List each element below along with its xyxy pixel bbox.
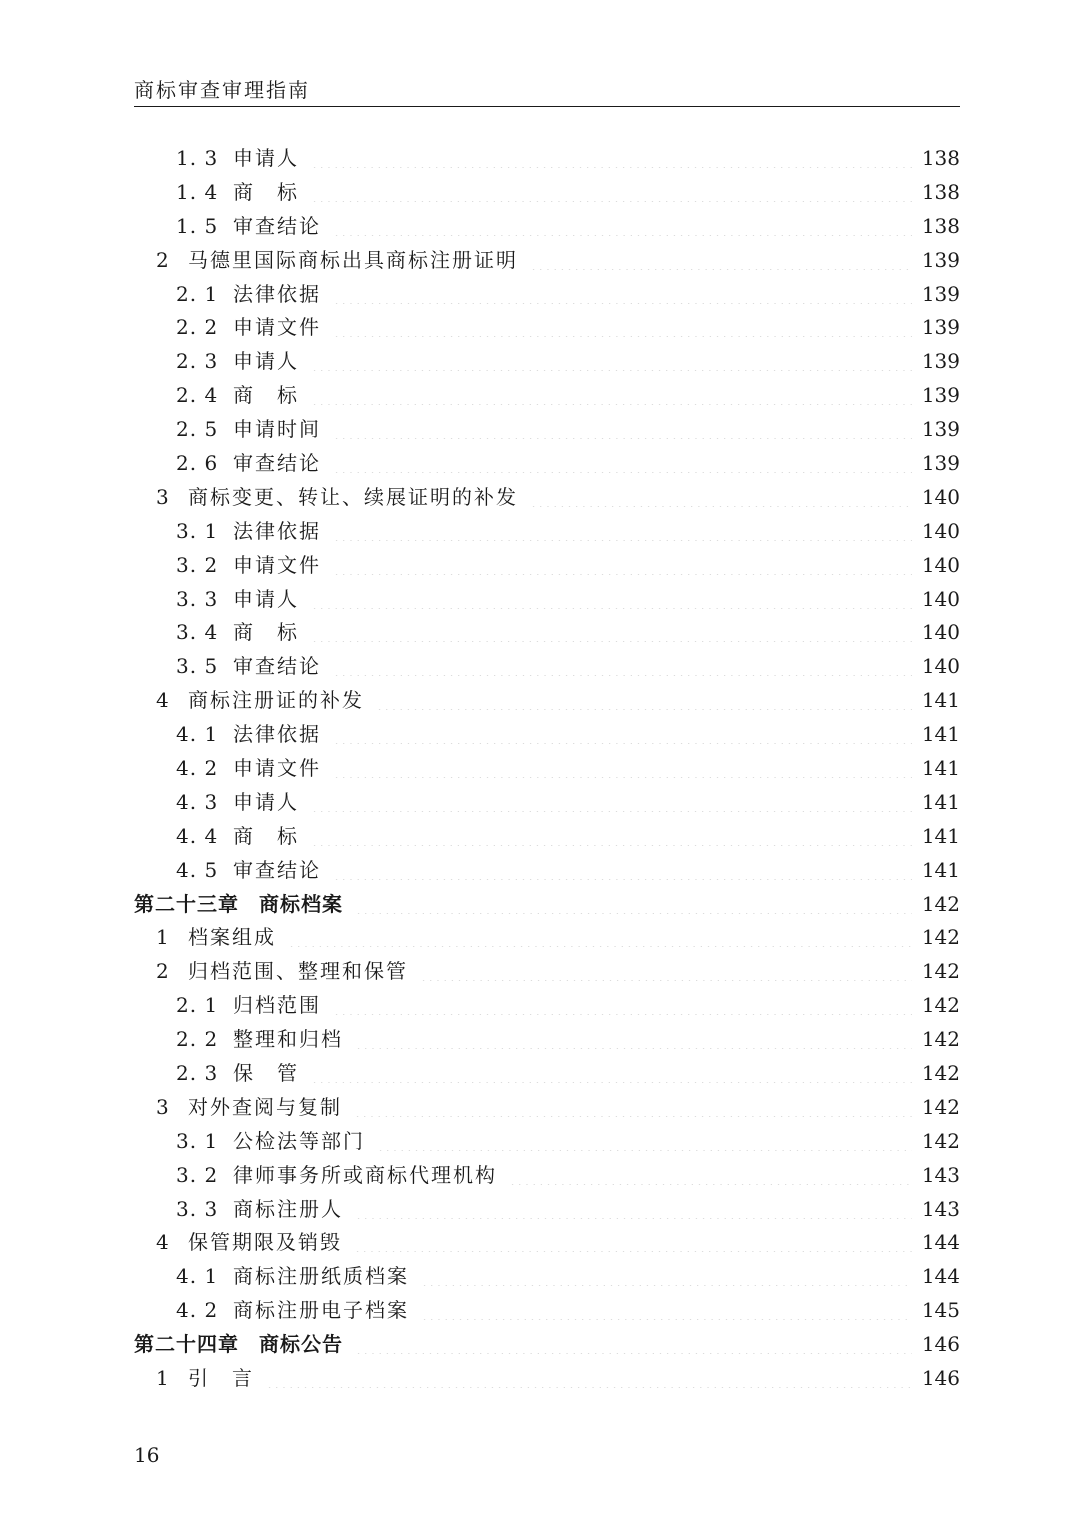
toc-entry-page: 138 — [921, 179, 960, 204]
dot-leader — [333, 656, 912, 676]
dot-leader — [333, 317, 912, 337]
toc-entry-number: 1. 5 — [176, 213, 219, 238]
toc-entry-title: 申请人 — [233, 789, 299, 814]
toc-entry-page: 142 — [921, 993, 960, 1018]
toc-entry[interactable] — [134, 412, 960, 446]
toc-entry[interactable] — [134, 717, 960, 751]
toc-entry-page: 140 — [921, 586, 960, 611]
toc-entry-number: 1 — [156, 1366, 169, 1390]
toc-entry-number: 4. 1 — [176, 722, 219, 747]
dot-leader — [355, 1029, 912, 1049]
toc-entry-number: 4. 2 — [176, 1298, 219, 1323]
toc-entry-page: 144 — [921, 1264, 960, 1289]
toc-entry[interactable] — [134, 277, 960, 311]
dot-leader — [354, 1232, 912, 1252]
toc-entry[interactable] — [134, 1293, 960, 1327]
toc-entry-title: 保 管 — [233, 1060, 299, 1085]
toc-entry-title: 申请文件 — [233, 755, 321, 780]
toc-entry-page: 140 — [921, 620, 960, 645]
toc-entry-number: 3. 2 — [176, 1162, 219, 1187]
toc-entry-title: 审查结论 — [233, 857, 321, 882]
toc-entry-number: 3. 1 — [176, 1128, 219, 1153]
toc-entry-title: 引 言 — [188, 1366, 254, 1390]
toc-entry-page: 141 — [921, 857, 960, 882]
toc-entry[interactable] — [134, 1158, 960, 1192]
toc-entry[interactable] — [134, 1056, 960, 1090]
dot-leader — [530, 250, 912, 270]
dot-leader — [311, 385, 912, 405]
toc-entry-number: 3 — [156, 484, 169, 509]
dot-leader — [420, 961, 912, 981]
dot-leader — [266, 1368, 912, 1388]
toc-entry-page: 142 — [921, 925, 960, 950]
toc-entry-page: 143 — [921, 1196, 960, 1221]
dot-leader — [333, 555, 912, 575]
dot-leader — [333, 724, 912, 744]
toc-entry-number: 2. 4 — [176, 383, 219, 408]
toc-entry-page: 139 — [921, 383, 960, 408]
dot-leader — [311, 1063, 912, 1083]
toc-entry-number: 2. 3 — [176, 1060, 219, 1085]
toc-entry-number: 2 — [156, 959, 169, 984]
toc-entry[interactable] — [134, 175, 960, 209]
toc-entry-number: 2. 3 — [176, 349, 219, 374]
toc-entry-title: 商标注册纸质档案 — [233, 1264, 409, 1289]
toc-entry[interactable] — [134, 887, 960, 921]
toc-entry-number: 第二十四章 — [134, 1332, 239, 1357]
toc-entry-page: 139 — [921, 349, 960, 374]
toc-entry-number: 3. 2 — [176, 552, 219, 577]
dot-leader — [354, 1097, 912, 1117]
toc-entry-page: 146 — [921, 1366, 960, 1390]
toc-entry-page: 140 — [921, 484, 960, 509]
toc-entry-page: 142 — [921, 891, 960, 916]
toc-entry-page: 140 — [921, 518, 960, 543]
dot-leader — [333, 860, 912, 880]
dot-leader — [333, 419, 912, 439]
toc-entry[interactable] — [134, 615, 960, 649]
dot-leader — [333, 453, 912, 473]
toc-entry-page: 146 — [921, 1332, 960, 1357]
toc-entry-number: 1. 3 — [176, 145, 219, 170]
toc-entry-number: 2 — [156, 247, 169, 272]
toc-entry-number: 4. 4 — [176, 823, 219, 848]
toc-entry-title: 公检法等部门 — [233, 1128, 365, 1153]
toc-entry-title: 法律依据 — [233, 518, 321, 543]
toc-entry-number: 3 — [156, 1094, 169, 1119]
toc-entry-title: 商 标 — [233, 620, 299, 645]
dot-leader — [333, 216, 912, 236]
toc-entry-title: 档案组成 — [188, 925, 276, 950]
dot-leader — [311, 182, 912, 202]
toc-entry[interactable] — [134, 1022, 960, 1056]
toc-entry-title: 申请人 — [233, 586, 299, 611]
toc-entry[interactable] — [134, 446, 960, 480]
toc-entry[interactable] — [134, 954, 960, 988]
toc-entry-number: 3. 3 — [176, 586, 219, 611]
toc-entry-title: 商 标 — [233, 179, 299, 204]
toc-entry[interactable] — [134, 514, 960, 548]
toc-entry-title: 律师事务所或商标代理机构 — [233, 1162, 497, 1187]
toc-entry-page: 141 — [921, 755, 960, 780]
toc-entry-title: 审查结论 — [233, 450, 321, 475]
dot-leader — [311, 792, 912, 812]
toc-entry-page: 139 — [921, 247, 960, 272]
toc-entry[interactable] — [134, 751, 960, 785]
toc-entry-number: 2. 5 — [176, 417, 219, 442]
page-number: 16 — [134, 1443, 160, 1467]
toc-entry[interactable] — [134, 582, 960, 616]
toc-entry-title: 申请人 — [233, 145, 299, 170]
toc-entry[interactable] — [134, 378, 960, 412]
toc-entry-page: 139 — [921, 315, 960, 340]
toc-entry[interactable] — [134, 819, 960, 853]
toc-entry-page: 141 — [921, 722, 960, 747]
toc-entry-number: 4. 5 — [176, 857, 219, 882]
dot-leader — [311, 622, 912, 642]
toc-entry-title: 法律依据 — [233, 722, 321, 747]
toc-entry-number: 2. 2 — [176, 315, 219, 340]
dot-leader — [333, 521, 912, 541]
toc-entry-page: 145 — [921, 1298, 960, 1323]
dot-leader — [376, 690, 912, 710]
toc-entry[interactable] — [134, 1259, 960, 1293]
toc-entry-title: 整理和归档 — [233, 1027, 343, 1052]
dot-leader — [355, 1334, 912, 1354]
toc-entry-title: 归档范围 — [233, 993, 321, 1018]
dot-leader — [355, 894, 912, 914]
toc-entry-title: 马德里国际商标出具商标注册证明 — [188, 247, 518, 272]
toc-entry-page: 142 — [921, 1094, 960, 1119]
toc-entry-title: 保管期限及销毁 — [188, 1230, 342, 1255]
toc-entry[interactable] — [134, 785, 960, 819]
dot-leader — [333, 995, 912, 1015]
toc-entry-number: 第二十三章 — [134, 891, 239, 916]
dot-leader — [377, 1131, 912, 1151]
toc-entry[interactable] — [134, 683, 960, 717]
toc-entry-number: 3. 1 — [176, 518, 219, 543]
toc-entry-page: 141 — [921, 688, 960, 713]
toc-entry-number: 3. 5 — [176, 654, 219, 679]
toc-entry-title: 审查结论 — [233, 213, 321, 238]
toc-entry[interactable] — [134, 1124, 960, 1158]
toc-entry-title: 申请文件 — [233, 552, 321, 577]
toc-entry-title: 商标档案 — [259, 891, 343, 916]
toc-entry-page: 139 — [921, 417, 960, 442]
toc-entry-number: 3. 3 — [176, 1196, 219, 1221]
toc-entry-number: 1 — [156, 925, 169, 950]
dot-leader — [421, 1266, 912, 1286]
toc-entry-title: 归档范围、整理和保管 — [188, 959, 408, 984]
toc-entry-page: 140 — [921, 552, 960, 577]
toc-entry[interactable] — [134, 243, 960, 277]
running-head: 商标审查审理指南 — [134, 78, 310, 102]
toc-entry[interactable] — [134, 1361, 960, 1395]
toc-entry-page: 144 — [921, 1230, 960, 1255]
dot-leader — [311, 589, 912, 609]
toc-entry[interactable] — [134, 649, 960, 683]
toc-entry-number: 4. 1 — [176, 1264, 219, 1289]
dot-leader — [355, 1199, 912, 1219]
toc-entry[interactable] — [134, 548, 960, 582]
toc-entry-page: 142 — [921, 959, 960, 984]
toc-entry-page: 143 — [921, 1162, 960, 1187]
toc-entry-page: 141 — [921, 789, 960, 814]
dot-leader — [333, 758, 912, 778]
toc-entry-number: 4 — [156, 1230, 169, 1255]
toc-entry-page: 139 — [921, 281, 960, 306]
toc-entry-title: 法律依据 — [233, 281, 321, 306]
toc-entry-number: 2. 1 — [176, 993, 219, 1018]
toc-entry[interactable] — [134, 1226, 960, 1260]
toc-entry-number: 4. 2 — [176, 755, 219, 780]
toc-entry[interactable] — [134, 1192, 960, 1226]
dot-leader — [333, 284, 912, 304]
toc-entry[interactable] — [134, 1090, 960, 1124]
toc-entry-title: 商 标 — [233, 383, 299, 408]
toc-entry-page: 140 — [921, 654, 960, 679]
toc-entry-number: 2. 6 — [176, 450, 219, 475]
toc-entry-page: 141 — [921, 823, 960, 848]
toc-entry-number: 4 — [156, 688, 169, 713]
toc-entry-number: 1. 4 — [176, 179, 219, 204]
toc-entry[interactable] — [134, 209, 960, 243]
toc-entry[interactable] — [134, 853, 960, 887]
toc-entry-number: 2. 1 — [176, 281, 219, 306]
dot-leader — [311, 826, 912, 846]
dot-leader — [530, 487, 912, 507]
header-rule — [134, 106, 960, 107]
toc-entry-title: 商标注册人 — [233, 1196, 343, 1221]
dot-leader — [421, 1300, 912, 1320]
toc-entry[interactable] — [134, 344, 960, 378]
toc-entry-title: 申请文件 — [233, 315, 321, 340]
toc-entry[interactable] — [134, 920, 960, 954]
toc-entry-page: 142 — [921, 1060, 960, 1085]
dot-leader — [288, 927, 912, 947]
toc-entry-title: 商标公告 — [259, 1332, 343, 1357]
toc-entry-title: 商 标 — [233, 823, 299, 848]
toc-entry-page: 142 — [921, 1027, 960, 1052]
toc-entry[interactable] — [134, 1327, 960, 1361]
dot-leader — [311, 148, 912, 168]
toc-entry-title: 审查结论 — [233, 654, 321, 679]
toc-entry-title: 商标注册电子档案 — [233, 1298, 409, 1323]
toc-entry-number: 2. 2 — [176, 1027, 219, 1052]
toc-entry[interactable] — [134, 988, 960, 1022]
toc-entry-page: 138 — [921, 145, 960, 170]
table-of-contents — [134, 141, 960, 1395]
toc-entry-page: 142 — [921, 1128, 960, 1153]
toc-entry[interactable] — [134, 310, 960, 344]
dot-leader — [509, 1165, 912, 1185]
toc-entry-title: 商标变更、转让、续展证明的补发 — [188, 484, 518, 509]
toc-entry-title: 申请时间 — [233, 417, 321, 442]
toc-entry-number: 4. 3 — [176, 789, 219, 814]
dot-leader — [311, 351, 912, 371]
toc-entry-title: 对外查阅与复制 — [188, 1094, 342, 1119]
toc-entry-page: 139 — [921, 450, 960, 475]
toc-entry[interactable] — [134, 141, 960, 175]
toc-entry-title: 申请人 — [233, 349, 299, 374]
toc-entry[interactable] — [134, 480, 960, 514]
toc-entry-page: 138 — [921, 213, 960, 238]
toc-entry-number: 3. 4 — [176, 620, 219, 645]
toc-entry-title: 商标注册证的补发 — [188, 688, 364, 713]
